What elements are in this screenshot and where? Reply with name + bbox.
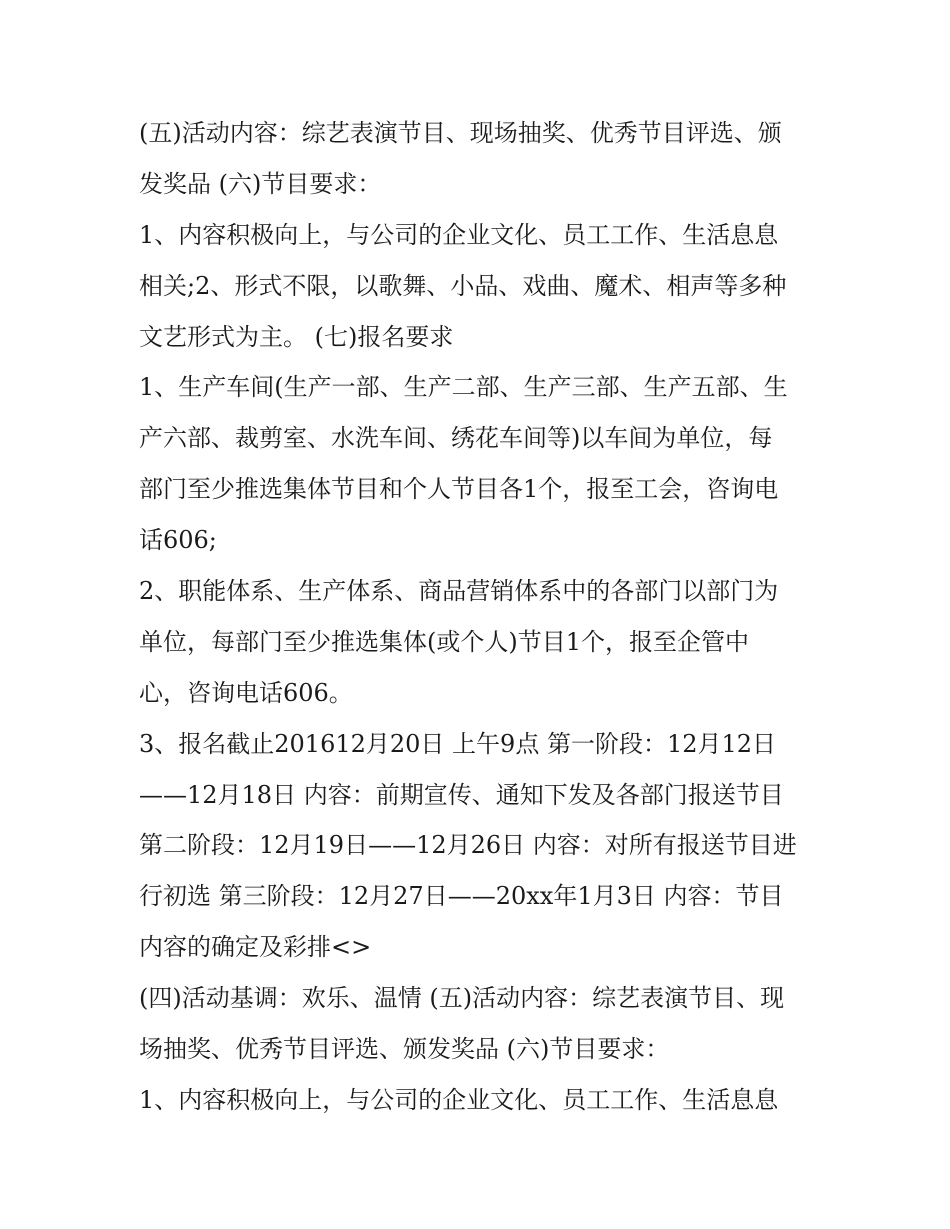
text-line: 产六部、裁剪室、水洗车间、绣花车间等)以车间为单位，每 [139, 424, 773, 453]
text-line: 1、内容积极向上，与公司的企业文化、员工工作、生活息息 [139, 1085, 779, 1114]
text-line: (五)活动内容：综艺表演节目、现场抽奖、优秀节目评选、颁 [139, 119, 782, 147]
text-line: 第二阶段：12月19日——12月26日 内容：对所有报送节目进 [139, 831, 797, 860]
text-line: 2、职能体系、生产体系、商品营销体系中的各部门以部门为 [139, 577, 779, 606]
text-line: 相关;2、形式不限，以歌舞、小品、戏曲、魔术、相声等多种 [139, 271, 787, 300]
text-line: 文艺形式为主。 (七)报名要求 [139, 322, 454, 351]
text-line: 发奖品 (六)节目要求： [139, 169, 382, 198]
text-line: ——12月18日 内容：前期宣传、通知下发及各部门报送节目 [139, 780, 784, 809]
text-line: 1、内容积极向上，与公司的企业文化、员工工作、生活息息 [139, 220, 779, 249]
text-line: 内容的确定及彩排<> [139, 933, 372, 962]
text-line: 行初选 第三阶段：12月27日——20xx年1月3日 内容：节目 [139, 882, 784, 911]
text-line: (四)活动基调：欢乐、温情 (五)活动内容：综艺表演节目、现 [139, 984, 785, 1013]
text-line: 3、报名截止201612月20日 上午9点 第一阶段：12月12日 [139, 729, 777, 758]
document-body [139, 108, 819, 1126]
text-line: 心，咨询电话606。 [139, 678, 353, 707]
text-line: 场抽奖、优秀节目评选、颁发奖品 (六)节目要求： [139, 1035, 670, 1064]
text-line: 话606; [139, 526, 217, 555]
text-line: 单位，每部门至少推选集体(或个人)节目1个，报至企管中 [139, 627, 749, 656]
text-line: 1、生产车间(生产一部、生产二部、生产三部、生产五部、生 [139, 373, 788, 402]
text-line: 部门至少推选集体节目和个人节目各1个，报至工会，咨询电 [139, 475, 779, 504]
